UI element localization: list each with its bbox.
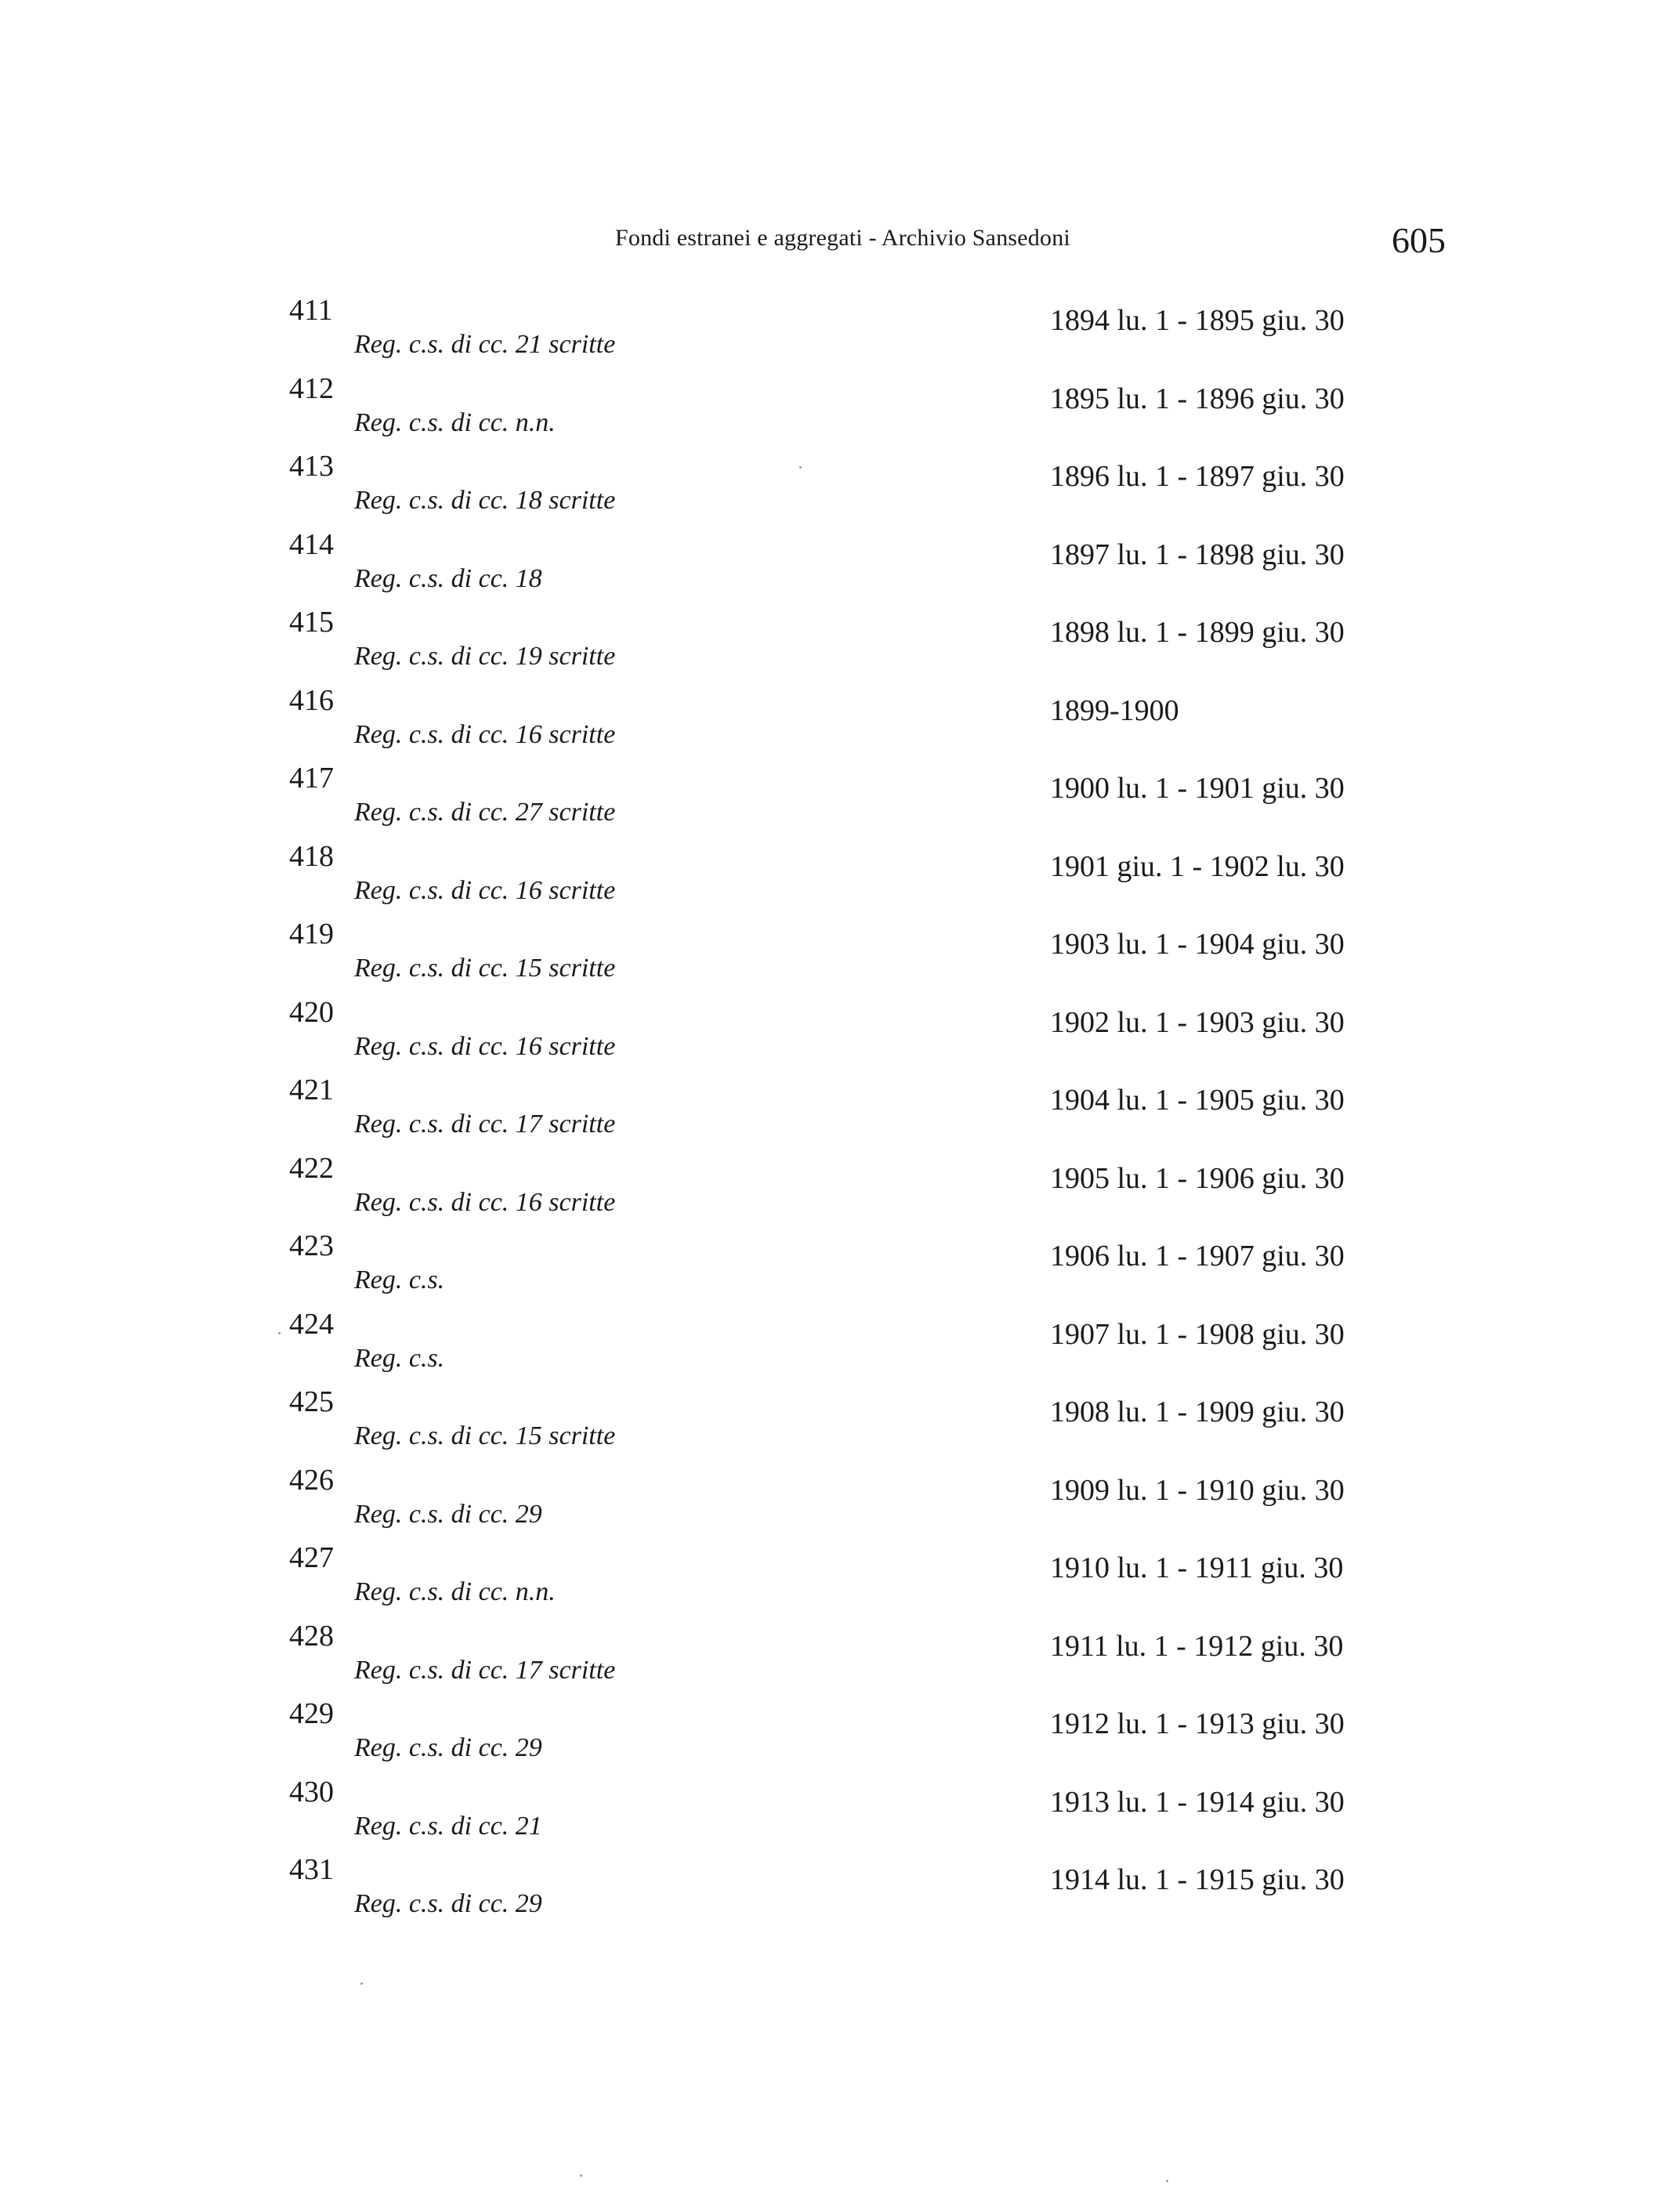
entry-number: 417 xyxy=(289,762,334,795)
inventory-entry xyxy=(0,605,1680,683)
inventory-entry xyxy=(0,683,1680,762)
inventory-entry xyxy=(0,1307,1680,1385)
entry-number: 423 xyxy=(289,1229,334,1262)
scan-speck xyxy=(799,466,802,469)
entry-date: 1898 lu. 1 - 1899 giu. 30 xyxy=(1050,616,1345,649)
entry-description: Reg. c.s. di cc. n.n. xyxy=(354,1577,556,1606)
entry-number: 415 xyxy=(289,606,334,639)
entry-description: Reg. c.s. di cc. 19 scritte xyxy=(354,642,616,671)
entry-date: 1902 lu. 1 - 1903 giu. 30 xyxy=(1050,1005,1345,1039)
inventory-entry xyxy=(0,917,1680,995)
entry-date: 1905 lu. 1 - 1906 giu. 30 xyxy=(1050,1161,1345,1195)
inventory-entry xyxy=(0,839,1680,918)
entry-description: Reg. c.s. di cc. 27 scritte xyxy=(354,798,616,827)
entry-number: 420 xyxy=(289,995,334,1029)
inventory-entry xyxy=(0,1463,1680,1541)
inventory-entry xyxy=(0,293,1680,371)
entry-number: 428 xyxy=(289,1619,334,1653)
entry-number: 414 xyxy=(289,527,334,561)
entry-description: Reg. c.s. di cc. 16 scritte xyxy=(354,719,616,749)
inventory-entry xyxy=(0,1073,1680,1151)
entry-number: 429 xyxy=(289,1697,334,1730)
entry-date: 1895 lu. 1 - 1896 giu. 30 xyxy=(1050,382,1345,415)
inventory-entry xyxy=(0,1229,1680,1307)
inventory-entry xyxy=(0,1852,1680,1931)
entry-number: 416 xyxy=(289,683,334,717)
entry-description: Reg. c.s. di cc. 16 scritte xyxy=(354,1031,616,1061)
entry-description: Reg. c.s. di cc. 17 scritte xyxy=(354,1655,616,1685)
inventory-entry xyxy=(0,1151,1680,1229)
entry-number: 421 xyxy=(289,1073,334,1106)
entry-date: 1896 lu. 1 - 1897 giu. 30 xyxy=(1050,460,1345,493)
entry-description: Reg. c.s. di cc. 29 xyxy=(354,1499,542,1529)
running-head: Fondi estranei e aggregati - Archivio Sansedoni xyxy=(615,225,1070,251)
page-number: 605 xyxy=(1392,220,1446,260)
entry-date: 1894 lu. 1 - 1895 giu. 30 xyxy=(1050,304,1345,337)
entry-number: 430 xyxy=(289,1775,334,1808)
entry-date: 1906 lu. 1 - 1907 giu. 30 xyxy=(1050,1240,1345,1273)
scan-speck xyxy=(278,1332,281,1334)
entry-description: Reg. c.s. di cc. 29 xyxy=(354,1733,542,1762)
inventory-entry xyxy=(0,1696,1680,1775)
entry-date: 1900 lu. 1 - 1901 giu. 30 xyxy=(1050,772,1345,805)
inventory-entry-list xyxy=(0,293,1680,1931)
entry-description: Reg. c.s. xyxy=(354,1265,445,1294)
entry-description: Reg. c.s. di cc. 15 scritte xyxy=(354,954,616,983)
entry-description: Reg. c.s. di cc. 16 scritte xyxy=(354,1187,616,1217)
entry-date: 1914 lu. 1 - 1915 giu. 30 xyxy=(1050,1863,1345,1896)
entry-description: Reg. c.s. di cc. 29 xyxy=(354,1889,542,1918)
entry-date: 1911 lu. 1 - 1912 giu. 30 xyxy=(1050,1629,1344,1663)
inventory-entry xyxy=(0,761,1680,839)
entry-number: 426 xyxy=(289,1463,334,1497)
entry-date: 1899-1900 xyxy=(1050,693,1179,727)
entry-number: 431 xyxy=(289,1853,334,1886)
entry-number: 419 xyxy=(289,918,334,950)
inventory-entry xyxy=(0,1619,1680,1697)
inventory-entry xyxy=(0,1541,1680,1619)
inventory-entry xyxy=(0,1385,1680,1463)
entry-date: 1904 lu. 1 - 1905 giu. 30 xyxy=(1050,1084,1345,1117)
entry-date: 1909 lu. 1 - 1910 giu. 30 xyxy=(1050,1473,1345,1507)
inventory-entry xyxy=(0,995,1680,1073)
scan-speck xyxy=(1166,2180,1168,2182)
entry-date: 1910 lu. 1 - 1911 giu. 30 xyxy=(1050,1551,1344,1584)
entry-date: 1913 lu. 1 - 1914 giu. 30 xyxy=(1050,1785,1345,1819)
entry-description: Reg. c.s. xyxy=(354,1343,445,1373)
entry-date: 1907 lu. 1 - 1908 giu. 30 xyxy=(1050,1317,1345,1351)
scan-speck xyxy=(360,1982,363,1985)
entry-description: Reg. c.s. di cc. n.n. xyxy=(354,407,556,437)
entry-number: 424 xyxy=(289,1307,334,1341)
entry-date: 1901 giu. 1 - 1902 lu. 30 xyxy=(1050,849,1345,883)
inventory-entry xyxy=(0,449,1680,527)
entry-description: Reg. c.s. di cc. 21 scritte xyxy=(354,330,616,359)
entry-description: Reg. c.s. di cc. 18 xyxy=(354,563,542,593)
inventory-entry xyxy=(0,371,1680,450)
inventory-entry xyxy=(0,527,1680,606)
entry-date: 1897 lu. 1 - 1898 giu. 30 xyxy=(1050,538,1345,571)
entry-description: Reg. c.s. di cc. 15 scritte xyxy=(354,1421,616,1450)
entry-number: 425 xyxy=(289,1385,334,1418)
entry-date: 1903 lu. 1 - 1904 giu. 30 xyxy=(1050,928,1345,961)
entry-description: Reg. c.s. di cc. 17 scritte xyxy=(354,1110,616,1139)
inventory-entry xyxy=(0,1775,1680,1853)
entry-number: 418 xyxy=(289,839,334,873)
entry-description: Reg. c.s. di cc. 21 xyxy=(354,1811,542,1841)
entry-number: 412 xyxy=(289,371,334,405)
entry-description: Reg. c.s. di cc. 16 scritte xyxy=(354,875,616,905)
entry-date: 1912 lu. 1 - 1913 giu. 30 xyxy=(1050,1707,1345,1740)
scan-speck xyxy=(580,2174,582,2177)
entry-number: 427 xyxy=(289,1541,334,1574)
entry-number: 413 xyxy=(289,450,334,483)
entry-description: Reg. c.s. di cc. 18 scritte xyxy=(354,486,616,515)
entry-number: 422 xyxy=(289,1151,334,1185)
entry-date: 1908 lu. 1 - 1909 giu. 30 xyxy=(1050,1396,1345,1428)
entry-number: 411 xyxy=(289,294,333,327)
